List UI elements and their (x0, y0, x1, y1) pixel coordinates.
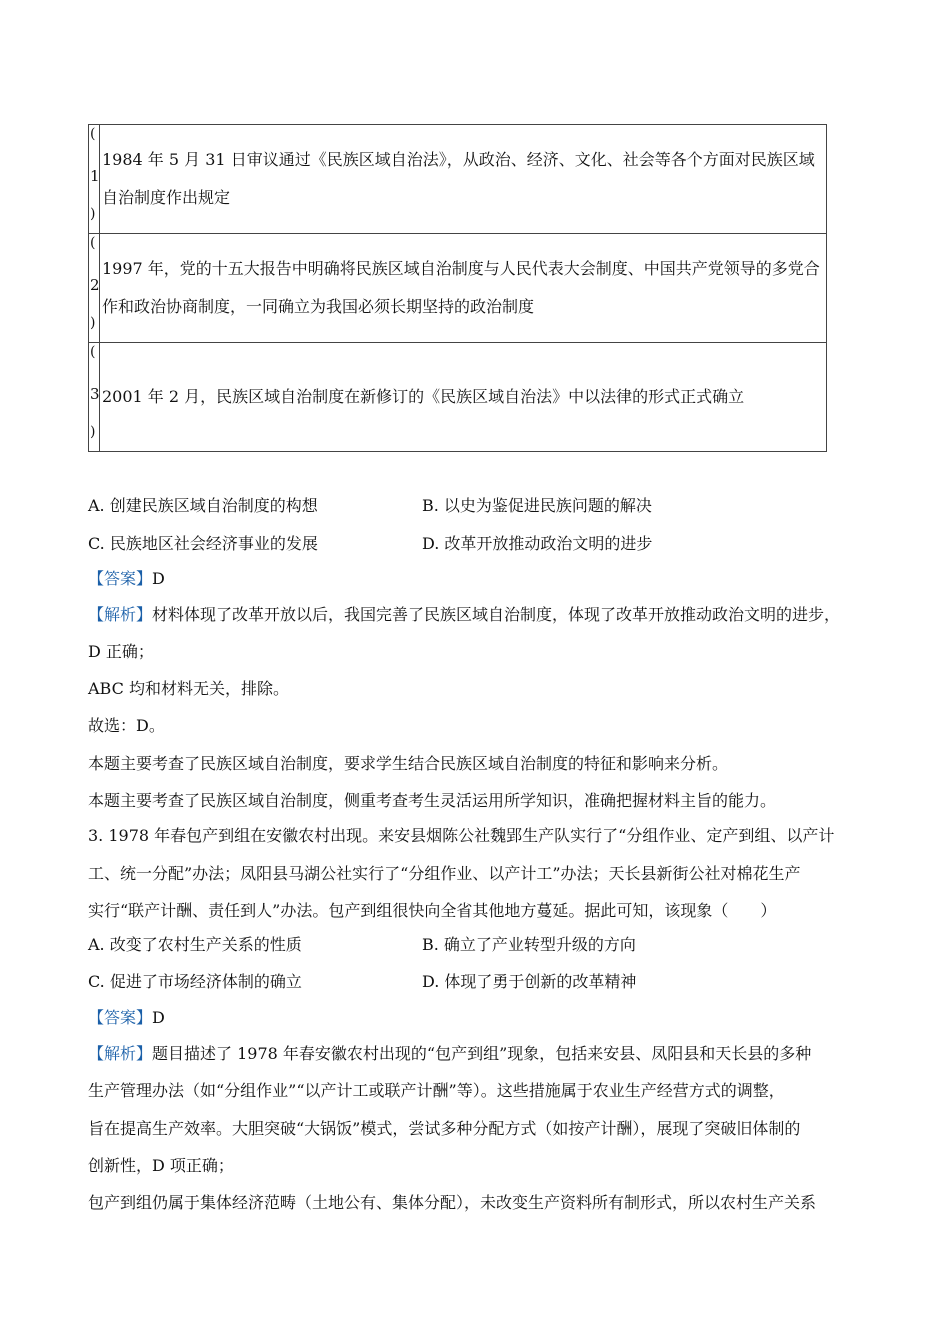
row-text-cell: 1984 年 5 月 31 日审议通过《民族区域自治法》，从政治、经济、文化、社会等各个方面对民族区域自治制度作出规定 (100, 125, 827, 234)
answer-value: D (152, 1008, 165, 1027)
table-row (89, 343, 827, 452)
analysis-tag: 【解析】 (88, 1044, 153, 1063)
question-stem: 工、统一分配”办法；凤阳县马湖公社实行了“分组作业、以产计工”办法；天长县新街公社对棉花生产 (88, 864, 801, 883)
option-a: A. 改变了农村生产关系的性质 (88, 935, 302, 954)
analysis-line: 故选：D。 (88, 716, 165, 735)
table-row (89, 125, 827, 234)
option-c: C. 促进了市场经济体制的确立 (88, 972, 302, 991)
row-number-cell: ( 2 ) (89, 234, 100, 343)
analysis-tag: 【解析】 (88, 605, 153, 624)
row-text-cell: 1997 年，党的十五大报告中明确将民族区域自治制度与人民代表大会制度、中国共产党领导的多党合作和政治协商制度，一同确立为我国必须长期坚持的政治制度 (100, 234, 827, 343)
option-b: B. 确立了产业转型升级的方向 (422, 935, 636, 954)
answer-line (88, 569, 165, 589)
analysis-line: ABC 均和材料无关，排除。 (88, 679, 289, 698)
analysis-line: 旨在提高生产效率。大胆突破“大锅饭”模式，尝试多种分配方式（如按产计酬），展现了突破旧体制的 (88, 1119, 801, 1138)
analysis-line: 包产到组仍属于集体经济范畴（土地公有、集体分配），未改变生产资料所有制形式，所以农村生产关系 (88, 1193, 817, 1212)
answer-value: D (152, 569, 165, 588)
answer-tag: 【答案】 (88, 569, 153, 588)
table-row (89, 234, 827, 343)
question-stem: 实行“联产计酬、责任到人”办法。包产到组很快向全省其他地方蔓延。据此可知，该现象（ ） (88, 901, 777, 920)
row-number-cell: ( 3 ) (89, 343, 100, 452)
row-number-cell: ( 1 ) (89, 125, 100, 234)
row-text-cell: 2001 年 2 月，民族区域自治制度在新修订的《民族区域自治法》中以法律的形式正式确立 (100, 343, 827, 452)
analysis-line: 【解析】题目描述了 1978 年春安徽农村出现的“包产到组”现象，包括来安县、凤阳县和天长县的多种 (88, 1044, 812, 1063)
analysis-line: 本题主要考查了民族区域自治制度，侧重考查考生灵活运用所学知识，准确把握材料主旨的能力。 (88, 791, 777, 810)
answer-line (88, 1008, 165, 1028)
option-d: D. 体现了勇于创新的改革精神 (422, 972, 637, 991)
analysis-line: 生产管理办法（如“分组作业”“以产计工或联产计酬”等）。这些措施属于农业生产经营方式的调整， (88, 1081, 785, 1100)
analysis-line: 【解析】材料体现了改革开放以后，我国完善了民族区域自治制度，体现了改革开放推动政治文明的进步， (88, 605, 841, 624)
history-table (88, 124, 827, 452)
analysis-line: D 正确； (88, 642, 154, 661)
option-b: B. 以史为鉴促进民族问题的解决 (422, 496, 652, 515)
question-stem: 3. 1978 年春包产到组在安徽农村出现。来安县烟陈公社魏郢生产队实行了“分组作业、定产到组、以产计 (88, 826, 835, 845)
analysis-line: 本题主要考查了民族区域自治制度，要求学生结合民族区域自治制度的特征和影响来分析。 (88, 754, 729, 773)
option-a: A. 创建民族区域自治制度的构想 (88, 496, 318, 515)
option-d: D. 改革开放推动政治文明的进步 (422, 534, 653, 553)
analysis-line: 创新性，D 项正确； (88, 1156, 234, 1175)
option-c: C. 民族地区社会经济事业的发展 (88, 534, 318, 553)
answer-tag: 【答案】 (88, 1008, 153, 1027)
